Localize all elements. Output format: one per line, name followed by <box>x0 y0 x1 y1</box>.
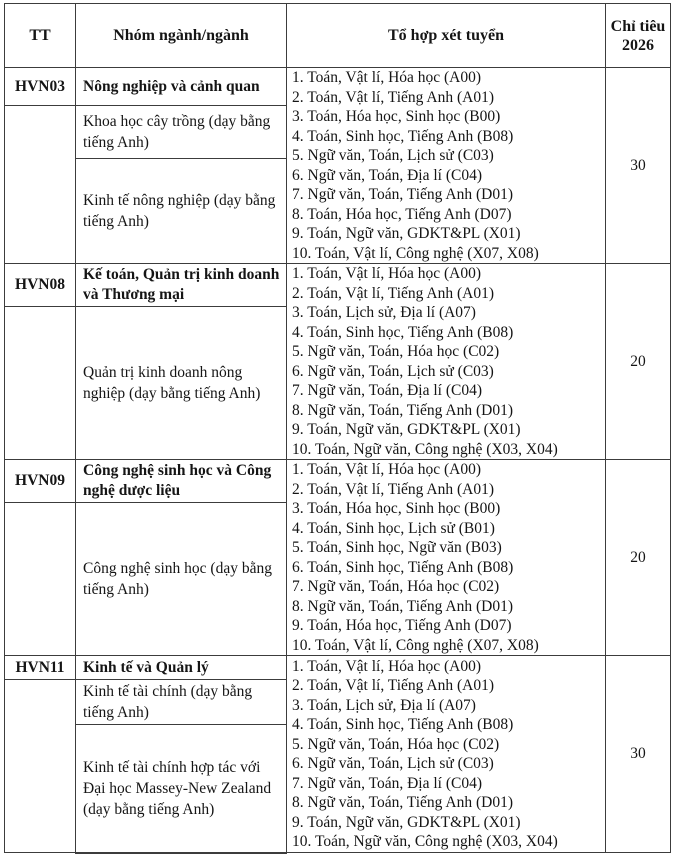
combo-item: 2. Toán, Vật lí, Tiếng Anh (A01) <box>292 677 495 694</box>
group-name: Kế toán, Quản trị kinh doanh và Thương mại <box>76 264 287 307</box>
combo-item: 1. Toán, Vật lí, Hóa học (A00) <box>292 461 482 478</box>
combo-item: 9. Toán, Hóa học, Tiếng Anh (D07) <box>292 617 512 634</box>
combo-item: 7. Ngữ văn, Toán, Địa lí (C04) <box>292 382 482 399</box>
combo-item: 10. Toán, Vật lí, Công nghệ (X07, X08) <box>292 244 539 262</box>
combo-item: 8. Toán, Hóa học, Tiếng Anh (D07) <box>292 205 512 223</box>
header-quota: Chỉ tiêu 2026 <box>606 4 671 68</box>
combo-item: 7. Ngữ văn, Toán, Địa lí (C04) <box>292 774 482 792</box>
major-name: Công nghệ sinh học (dạy bằng tiếng Anh) <box>76 503 287 656</box>
combo-item: 7. Ngữ văn, Toán, Hóa học (C02) <box>292 578 500 595</box>
combo-item: 4. Toán, Sinh học, Tiếng Anh (B08) <box>292 127 514 145</box>
section-code-empty <box>5 503 76 656</box>
combo-item: 8. Ngữ văn, Toán, Tiếng Anh (D01) <box>292 401 514 419</box>
combo-list <box>287 656 606 853</box>
section-code: HVN09 <box>5 460 76 503</box>
combo-item: 3. Toán, Hóa học, Sinh học (B00) <box>292 500 501 517</box>
quota-value: 30 <box>606 68 671 264</box>
table-row <box>5 68 671 106</box>
combo-item: 5. Ngữ văn, Toán, Lịch sử (C03) <box>292 147 494 164</box>
combo-item: 1. Toán, Vật lí, Hóa học (A00) <box>292 657 482 675</box>
combo-item: 6. Ngữ văn, Toán, Địa lí (C04) <box>292 166 482 184</box>
group-name: Công nghệ sinh học và Công nghệ dược liệu <box>76 460 287 503</box>
table-row <box>5 656 671 680</box>
major-name: Kinh tế tài chính hợp tác với Đại học Massey-New Zealand (dạy bằng tiếng Anh) <box>76 725 287 853</box>
section-code-empty <box>5 307 76 460</box>
combo-item: 2. Toán, Vật lí, Tiếng Anh (A01) <box>292 284 495 302</box>
section-code-empty <box>5 680 76 853</box>
combo-item: 6. Toán, Sinh học, Tiếng Anh (B08) <box>292 558 514 576</box>
combo-item: 1. Toán, Vật lí, Hóa học (A00) <box>292 265 482 282</box>
combo-item: 6. Ngữ văn, Toán, Lịch sử (C03) <box>292 362 494 380</box>
combo-list <box>287 68 606 264</box>
combo-item: 4. Toán, Sinh học, Lịch sử (B01) <box>292 519 495 537</box>
section-code-empty <box>5 106 76 264</box>
quota-value: 20 <box>606 460 671 656</box>
combo-item: 1. Toán, Vật lí, Hóa học (A00) <box>292 69 482 86</box>
combo-item: 3. Toán, Lịch sử, Địa lí (A07) <box>292 696 476 714</box>
combo-item: 8. Ngữ văn, Toán, Tiếng Anh (D01) <box>292 597 514 615</box>
header-combo: Tổ hợp xét tuyển <box>287 4 606 68</box>
section-code: HVN08 <box>5 264 76 307</box>
combo-item: 9. Toán, Ngữ văn, GDKT&PL (X01) <box>292 813 521 831</box>
major-name: Quản trị kinh doanh nông nghiệp (dạy bằng tiếng Anh) <box>76 307 287 460</box>
combo-item: 5. Ngữ văn, Toán, Hóa học (C02) <box>292 343 500 360</box>
admissions-table <box>4 3 671 854</box>
table-row <box>5 264 671 307</box>
combo-item: 6. Ngữ văn, Toán, Lịch sử (C03) <box>292 755 494 772</box>
major-name: Khoa học cây trồng (dạy bằng tiếng Anh) <box>76 106 287 159</box>
major-name: Kinh tế nông nghiệp (dạy bằng tiếng Anh) <box>76 159 287 264</box>
header-row <box>5 4 671 68</box>
combo-item: 2. Toán, Vật lí, Tiếng Anh (A01) <box>292 88 495 106</box>
combo-item: 10. Toán, Vật lí, Công nghệ (X07, X08) <box>292 636 539 654</box>
group-name: Nông nghiệp và cảnh quan <box>76 68 287 106</box>
combo-item: 4. Toán, Sinh học, Tiếng Anh (B08) <box>292 323 514 341</box>
section-code: HVN03 <box>5 68 76 106</box>
combo-list <box>287 264 606 460</box>
combo-item: 7. Ngữ văn, Toán, Tiếng Anh (D01) <box>292 186 514 203</box>
combo-item: 9. Toán, Ngữ văn, GDKT&PL (X01) <box>292 225 521 242</box>
combo-item: 5. Toán, Sinh học, Ngữ văn (B03) <box>292 539 502 556</box>
major-name: Kinh tế tài chính (dạy bằng tiếng Anh) <box>76 680 287 725</box>
combo-item: 3. Toán, Hóa học, Sinh học (B00) <box>292 108 501 125</box>
table-row <box>5 460 671 503</box>
quota-value: 30 <box>606 656 671 853</box>
header-tt: TT <box>5 4 76 68</box>
quota-value: 20 <box>606 264 671 460</box>
combo-item: 3. Toán, Lịch sử, Địa lí (A07) <box>292 304 476 321</box>
combo-item: 5. Ngữ văn, Toán, Hóa học (C02) <box>292 735 500 753</box>
combo-item: 10. Toán, Ngữ văn, Công nghệ (X03, X04) <box>292 833 558 850</box>
combo-list <box>287 460 606 656</box>
combo-item: 8. Ngữ văn, Toán, Tiếng Anh (D01) <box>292 794 514 811</box>
combo-item: 2. Toán, Vật lí, Tiếng Anh (A01) <box>292 480 495 498</box>
combo-item: 4. Toán, Sinh học, Tiếng Anh (B08) <box>292 716 514 733</box>
combo-item: 10. Toán, Ngữ văn, Công nghệ (X03, X04) <box>292 440 558 458</box>
section-code: HVN11 <box>5 656 76 680</box>
group-name: Kinh tế và Quản lý <box>76 656 287 680</box>
header-group: Nhóm ngành/ngành <box>76 4 287 68</box>
combo-item: 9. Toán, Ngữ văn, GDKT&PL (X01) <box>292 421 521 438</box>
